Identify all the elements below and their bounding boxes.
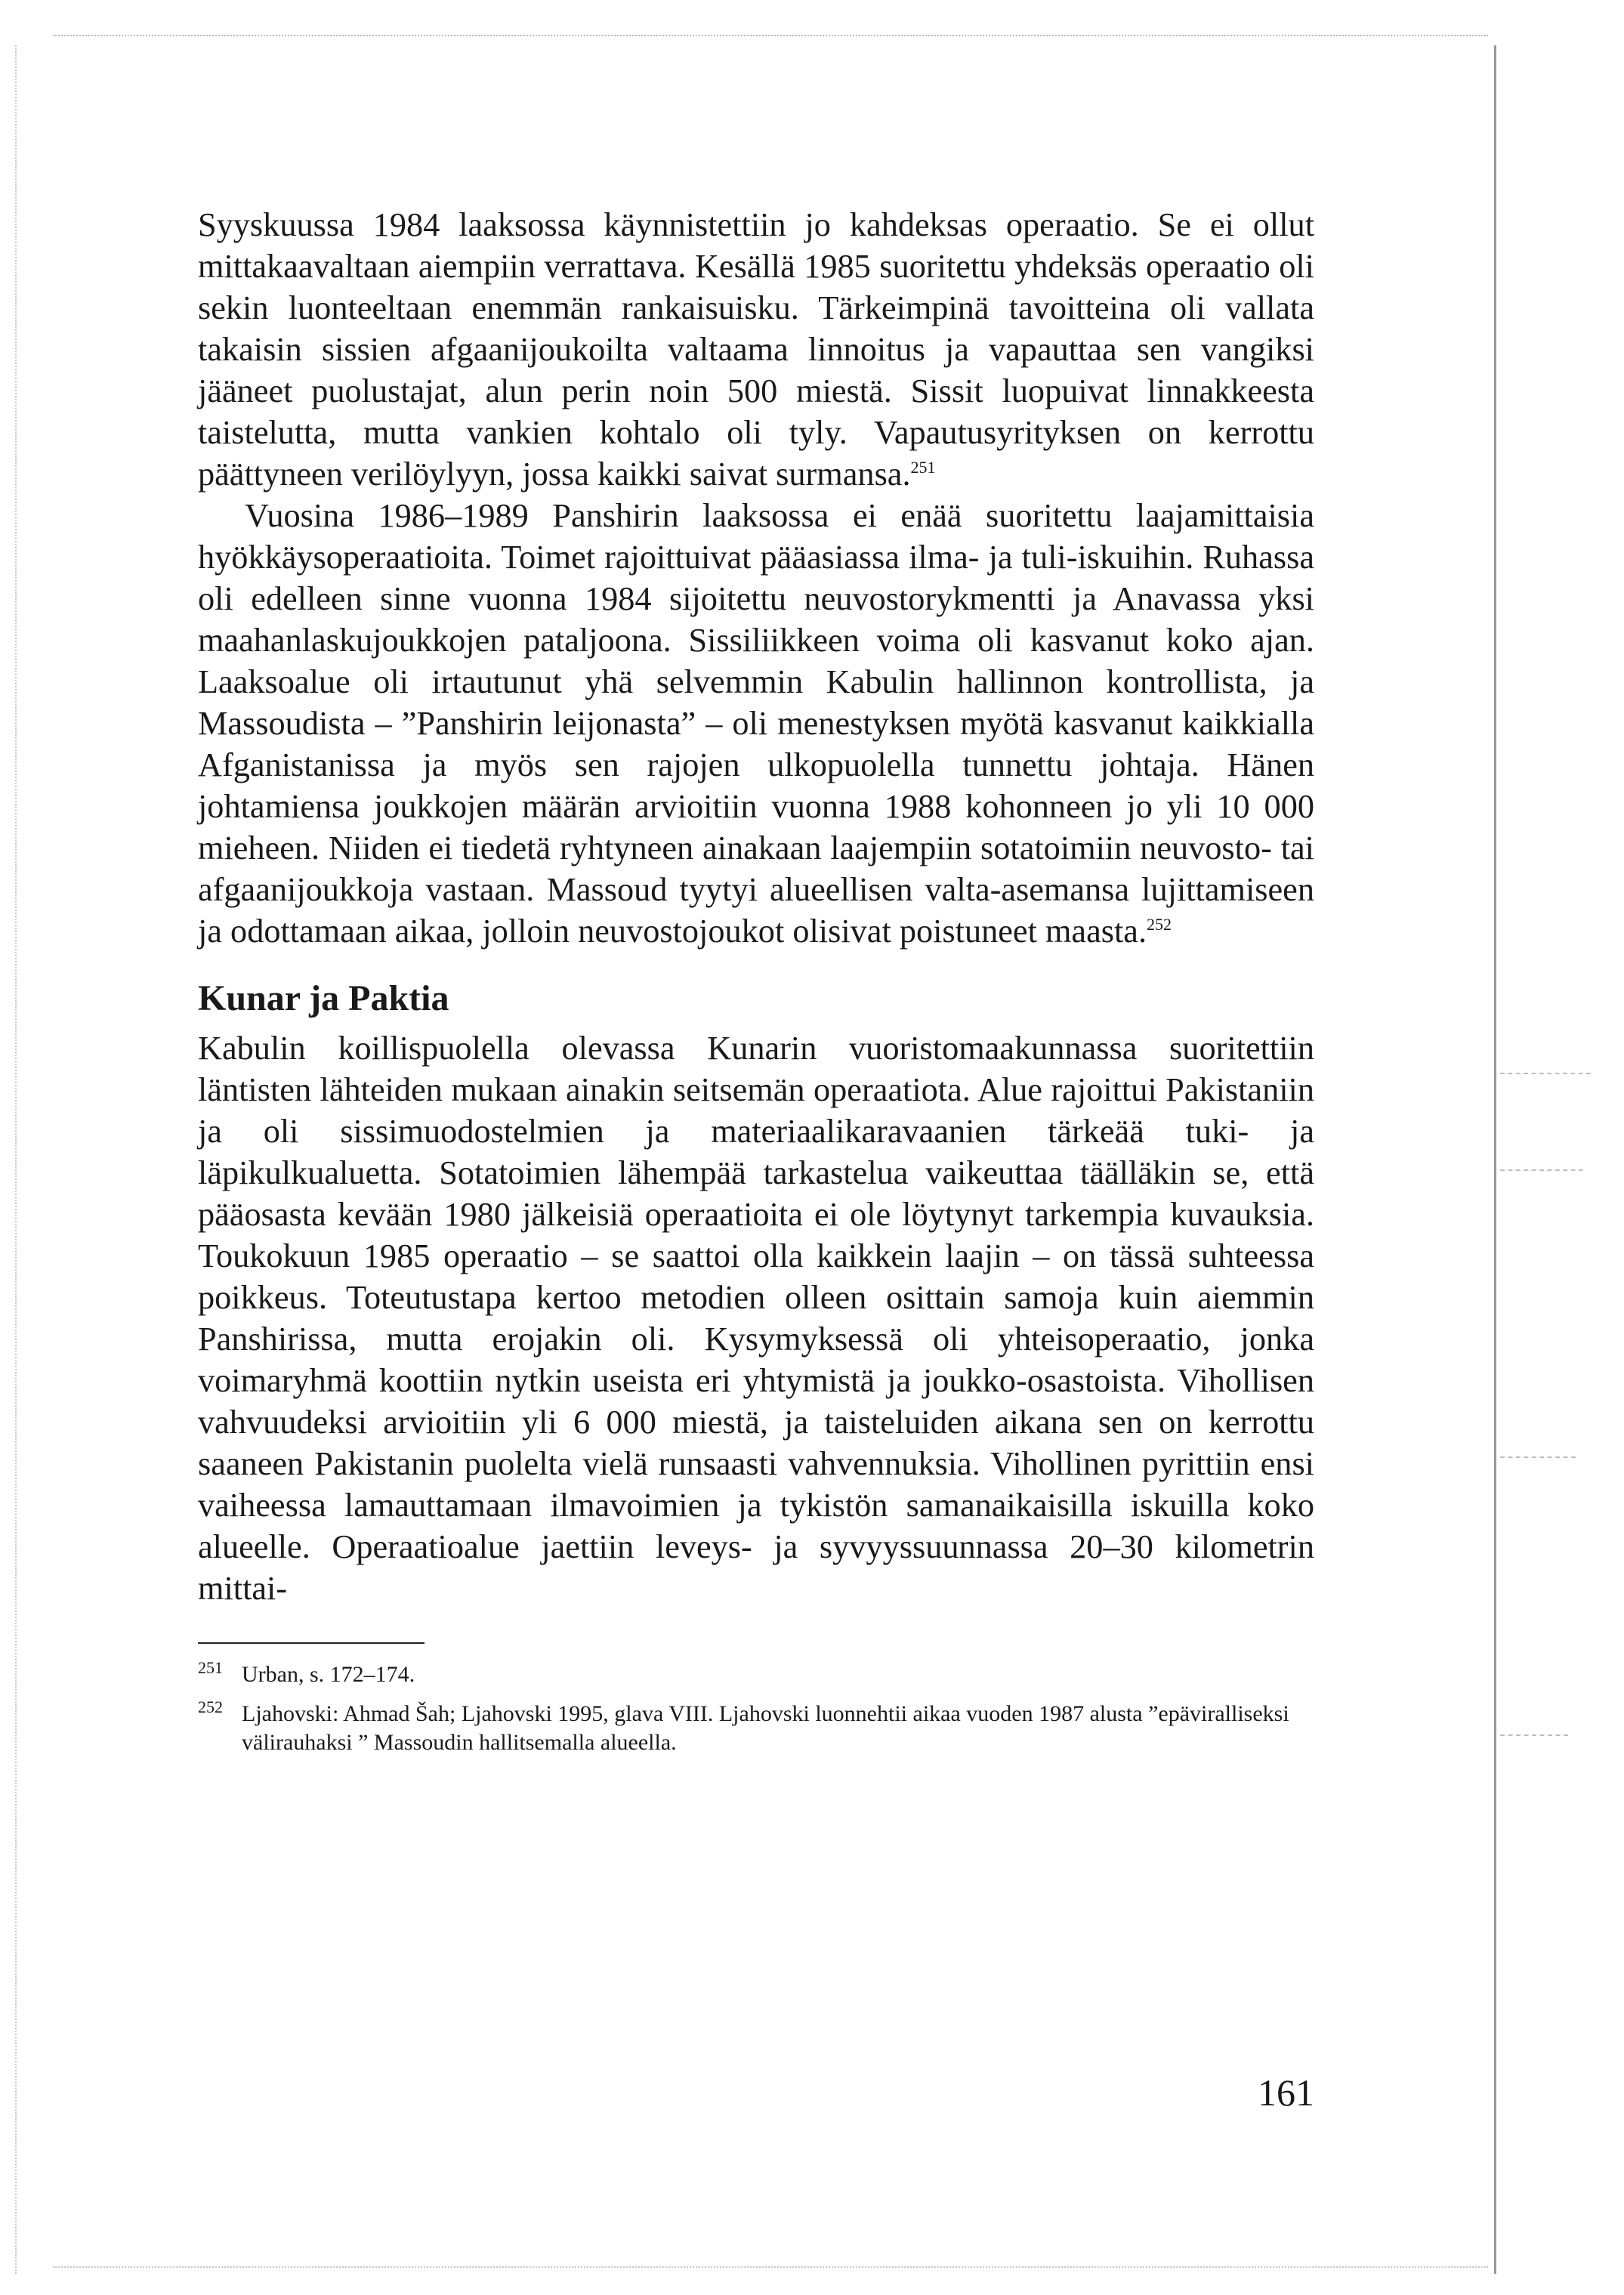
footnote-number: 251 (198, 1658, 223, 1677)
footnote (198, 1697, 1314, 1757)
body-paragraph: Kabulin koillispuolella olevassa Kunarin vuoristomaakunnassa suoritettiin läntisten lähteiden mukaan ainakin seitsemän operaatiota. Alue rajoittui Pakistaniin ja oli sissimuodostelmien ja materiaalikaravaanien tärkeää tuki- ja läpikulkualuetta. Sotatoimien lähempää tarkastelua vaikeuttaa täälläkin se, että pääosasta kevään 1980 jälkeisiä operaatioita ei ole löytynyt tarkempia kuvauksia. Toukokuun 1985 operaatio – se saattoi olla kaikkein laajin – on tässä suhteessa poikkeus. Toteutustapa kertoo metodien olleen osittain samoja kuin aiemmin Panshirissa, mutta erojakin oli. Kysymyksessä oli yhteisoperaatio, jonka voimaryhmä koottiin nytkin useista eri yhtymistä ja joukko-osastoista. Vihollisen vahvuudeksi arvioitiin yli 6 000 miestä, ja taisteluiden aikana sen on kerrottu saaneen Pakistanin puolelta vielä runsaasti vahvennuksia. Vihollinen pyrittiin ensi vaiheessa lamauttamaan ilmavoimien ja tykistön samanaikaisilla iskuilla koko alueelle. Operaatioalue jaettiin leveys- ja syvyyssuunnassa 20–30 kilometrin mittai- (198, 1030, 1314, 1607)
footnote-divider (198, 1642, 425, 1644)
footnote-ref[interactable]: 251 (910, 458, 936, 477)
scan-edge-top (53, 35, 1488, 36)
scan-mark (1500, 1073, 1591, 1074)
page-number: 161 (1258, 2071, 1314, 2114)
scan-mark (1500, 1734, 1568, 1736)
section-heading: Kunar ja Paktia (198, 978, 449, 1018)
footnote-ref[interactable]: 252 (1147, 915, 1172, 934)
scan-mark (1500, 1456, 1576, 1458)
body-paragraph: Vuosina 1986–1989 Panshirin laaksossa ei enää suoritettu laajamittaisia hyökkäysoperaatioita. Toimet rajoittuivat pääasiassa ilma- ja tuli-iskuihin. Ruhassa oli edelleen sinne vuonna 1984 sijoitettu neuvostorykmentti ja Anavassa yksi maahanlaskujoukkojen pataljoona. Sissiliikkeen voima oli kasvanut koko ajan. Laaksoalue oli irtautunut yhä selvemmin Kabulin hallinnon kontrollista, ja Massoudista – ”Panshirin leijonasta” – oli menestyksen myötä kasvanut kaikkialla Afganistanissa ja myös sen rajojen ulkopuolella tunnettu johtaja. Hänen johtamiensa joukkojen määrän arvioitiin vuonna 1988 kohonneen jo yli 10 000 mieheen. Niiden ei tiedetä ryhtyneen ainakaan laajempiin sotatoimiin neuvosto- tai afgaanijoukkoja vastaan. Massoud tyytyi alueellisen valta-asemansa lujittamiseen ja odottamaan aikaa, jolloin neuvostojoukot olisivat poistuneet maasta.$^{252}$ (198, 497, 1314, 950)
scan-mark (1500, 1169, 1583, 1171)
footnote-text: Ljahovski: Ahmad Šah; Ljahovski 1995, glava VIII. Ljahovski luonnehtii aikaa vuoden 1987 alusta ”epäviralliseksi välirauhaksi ” Massoudin hallitsemalla alueella. (242, 1701, 1289, 1755)
scan-edge-right (1494, 45, 1496, 2274)
scan-edge-left (15, 45, 17, 2274)
body-paragraph: Syyskuussa 1984 laaksossa käynnistettiin jo kahdeksas operaatio. Se ei ollut mittakaavaltaan aiempiin verrattava. Kesällä 1985 suoritettu yhdeksäs operaatio oli sekin luonteeltaan enemmän rankaisuisku. Tärkeimpinä tavoitteina oli vallata takaisin sissien afgaanijoukoilta valtaama linnoitus ja vapauttaa sen vangiksi jääneet puolustajat, alun perin noin 500 miestä. Sissit luopuivat linnakkeesta taistelutta, mutta vankien kohtalo oli tyly. Vapautusyrityksen on kerrottu päättyneen verilöylyyn, jossa kaikki saivat surmansa.$^{251}$ (198, 206, 1314, 493)
scan-edge-bottom (53, 2266, 1488, 2268)
footnote (198, 1660, 1314, 1689)
footnote-text: Urban, s. 172–174. (242, 1662, 415, 1687)
page-body (198, 204, 1314, 1768)
footnote-number: 252 (198, 1697, 223, 1716)
